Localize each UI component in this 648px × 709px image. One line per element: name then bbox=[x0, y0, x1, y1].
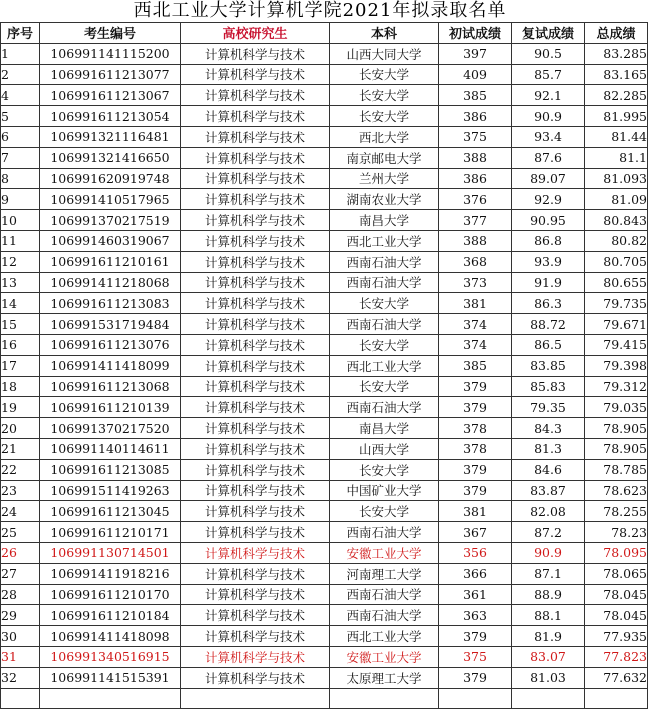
cell-total-score: 79.735 bbox=[585, 293, 648, 314]
cell-seq: 31 bbox=[1, 646, 40, 667]
cell-undergrad: 长安大学 bbox=[330, 376, 439, 397]
cell-retest-score: 91.9 bbox=[512, 272, 585, 293]
cell-seq: 23 bbox=[1, 480, 40, 501]
cell-grad-major: 计算机科学与技术 bbox=[181, 334, 330, 355]
table-row bbox=[1, 438, 648, 459]
cell-undergrad: 长安大学 bbox=[330, 459, 439, 480]
cell-grad-major: 计算机科学与技术 bbox=[181, 126, 330, 147]
cell-exam-id: 106991531719484 bbox=[40, 314, 181, 335]
cell-undergrad: 西北工业大学 bbox=[330, 230, 439, 251]
cell-exam-id: 106991370217519 bbox=[40, 210, 181, 231]
cell-retest-score: 85.7 bbox=[512, 64, 585, 85]
cell-total-score: 77.632 bbox=[585, 667, 648, 688]
cell-seq: 29 bbox=[1, 605, 40, 626]
table-row bbox=[1, 584, 648, 605]
table-body bbox=[1, 43, 648, 709]
cell-undergrad: 西南石油大学 bbox=[330, 251, 439, 272]
cell-exam-id: 106991321116481 bbox=[40, 126, 181, 147]
cell-exam-id: 106991611213054 bbox=[40, 106, 181, 127]
cell-exam-id: 106991611210171 bbox=[40, 522, 181, 543]
cell-initial-score: 379 bbox=[439, 397, 512, 418]
cell-grad-major: 计算机科学与技术 bbox=[181, 168, 330, 189]
table-row bbox=[1, 376, 648, 397]
cell-seq: 32 bbox=[1, 667, 40, 688]
cell-initial-score: 375 bbox=[439, 126, 512, 147]
cell-seq: 30 bbox=[1, 626, 40, 647]
cell-retest-score: 86.3 bbox=[512, 293, 585, 314]
cell-undergrad: 长安大学 bbox=[330, 106, 439, 127]
header-initial-score: 初试成绩 bbox=[439, 23, 512, 44]
cell-initial-score: 374 bbox=[439, 314, 512, 335]
cell-retest-score: 88.1 bbox=[512, 605, 585, 626]
cell-total-score: 78.785 bbox=[585, 459, 648, 480]
cell-undergrad: 山西大学 bbox=[330, 438, 439, 459]
cell-grad-major: 计算机科学与技术 bbox=[181, 189, 330, 210]
cell-initial-score: 379 bbox=[439, 376, 512, 397]
cell-retest-score: 84.3 bbox=[512, 418, 585, 439]
cell-grad-major: 计算机科学与技术 bbox=[181, 376, 330, 397]
cell-total-score: 82.285 bbox=[585, 85, 648, 106]
cell-undergrad: 长安大学 bbox=[330, 501, 439, 522]
table-row bbox=[1, 522, 648, 543]
cell-retest-score: 92.1 bbox=[512, 85, 585, 106]
cell-retest-score: 90.95 bbox=[512, 210, 585, 231]
cell-undergrad: 西北工业大学 bbox=[330, 626, 439, 647]
cell-initial-score: 367 bbox=[439, 522, 512, 543]
cell-total-score: 83.165 bbox=[585, 64, 648, 85]
header-grad-major: 高校研究生 bbox=[181, 23, 330, 44]
cell-total-score: 79.035 bbox=[585, 397, 648, 418]
cell-initial-score: 379 bbox=[439, 626, 512, 647]
cell-exam-id: 106991611213076 bbox=[40, 334, 181, 355]
cell-grad-major: 计算机科学与技术 bbox=[181, 64, 330, 85]
cell-grad-major: 计算机科学与技术 bbox=[181, 355, 330, 376]
cell-retest-score: 93.4 bbox=[512, 126, 585, 147]
cell-undergrad: 安徽工业大学 bbox=[330, 542, 439, 563]
cell-undergrad: 西北大学 bbox=[330, 126, 439, 147]
table-row bbox=[1, 168, 648, 189]
cell-seq: 19 bbox=[1, 397, 40, 418]
cell-total-score: 78.23 bbox=[585, 522, 648, 543]
cell-initial-score: 374 bbox=[439, 334, 512, 355]
cell-retest-score: 82.08 bbox=[512, 501, 585, 522]
cell-undergrad: 南昌大学 bbox=[330, 210, 439, 231]
table-row bbox=[1, 355, 648, 376]
cell-grad-major: 计算机科学与技术 bbox=[181, 605, 330, 626]
cell-grad-major: 计算机科学与技术 bbox=[181, 147, 330, 168]
header-retest-score: 复试成绩 bbox=[512, 23, 585, 44]
cell-exam-id: 106991411218068 bbox=[40, 272, 181, 293]
cell-initial-score: 385 bbox=[439, 355, 512, 376]
cell-total-score: 81.1 bbox=[585, 147, 648, 168]
cell-exam-id: 106991411418098 bbox=[40, 626, 181, 647]
cell-retest-score: 83.87 bbox=[512, 480, 585, 501]
table-row bbox=[1, 542, 648, 563]
cell-total-score: 77.823 bbox=[585, 646, 648, 667]
cell-undergrad: 太原理工大学 bbox=[330, 667, 439, 688]
header-exam-id: 考生编号 bbox=[40, 23, 181, 44]
cell-initial-score: 377 bbox=[439, 210, 512, 231]
cell-initial-score: 379 bbox=[439, 459, 512, 480]
table-row bbox=[1, 126, 648, 147]
table-row bbox=[1, 480, 648, 501]
cell-undergrad: 中国矿业大学 bbox=[330, 480, 439, 501]
cell-retest-score: 83.07 bbox=[512, 646, 585, 667]
cell-seq: 15 bbox=[1, 314, 40, 335]
table-row bbox=[1, 272, 648, 293]
cut-off-cell bbox=[40, 688, 181, 709]
cell-exam-id: 106991140114611 bbox=[40, 438, 181, 459]
cell-total-score: 78.905 bbox=[585, 418, 648, 439]
cell-undergrad: 西南石油大学 bbox=[330, 605, 439, 626]
cell-grad-major: 计算机科学与技术 bbox=[181, 646, 330, 667]
cell-initial-score: 376 bbox=[439, 189, 512, 210]
cell-initial-score: 388 bbox=[439, 147, 512, 168]
cell-exam-id: 106991620919748 bbox=[40, 168, 181, 189]
header-undergrad: 本科 bbox=[330, 23, 439, 44]
cell-retest-score: 87.1 bbox=[512, 563, 585, 584]
cell-total-score: 78.045 bbox=[585, 605, 648, 626]
cell-total-score: 80.82 bbox=[585, 230, 648, 251]
cell-initial-score: 409 bbox=[439, 64, 512, 85]
cell-initial-score: 397 bbox=[439, 43, 512, 64]
cell-retest-score: 89.07 bbox=[512, 168, 585, 189]
cell-grad-major: 计算机科学与技术 bbox=[181, 626, 330, 647]
cell-undergrad: 西南石油大学 bbox=[330, 397, 439, 418]
cell-retest-score: 86.5 bbox=[512, 334, 585, 355]
cell-total-score: 79.312 bbox=[585, 376, 648, 397]
cell-total-score: 81.09 bbox=[585, 189, 648, 210]
cell-undergrad: 长安大学 bbox=[330, 293, 439, 314]
cell-exam-id: 106991611210184 bbox=[40, 605, 181, 626]
cell-total-score: 80.843 bbox=[585, 210, 648, 231]
cell-retest-score: 90.5 bbox=[512, 43, 585, 64]
cell-total-score: 78.255 bbox=[585, 501, 648, 522]
table-row bbox=[1, 230, 648, 251]
cell-undergrad: 长安大学 bbox=[330, 85, 439, 106]
cell-initial-score: 386 bbox=[439, 106, 512, 127]
cell-undergrad: 河南理工大学 bbox=[330, 563, 439, 584]
cell-grad-major: 计算机科学与技术 bbox=[181, 272, 330, 293]
cell-grad-major: 计算机科学与技术 bbox=[181, 230, 330, 251]
cell-total-score: 79.398 bbox=[585, 355, 648, 376]
cell-retest-score: 83.85 bbox=[512, 355, 585, 376]
cell-exam-id: 106991141115200 bbox=[40, 43, 181, 64]
admission-table bbox=[0, 22, 648, 709]
cell-grad-major: 计算机科学与技术 bbox=[181, 314, 330, 335]
cell-grad-major: 计算机科学与技术 bbox=[181, 438, 330, 459]
cell-exam-id: 106991370217520 bbox=[40, 418, 181, 439]
cell-total-score: 77.935 bbox=[585, 626, 648, 647]
cell-initial-score: 379 bbox=[439, 667, 512, 688]
cell-exam-id: 106991411418099 bbox=[40, 355, 181, 376]
cell-seq: 4 bbox=[1, 85, 40, 106]
table-row bbox=[1, 43, 648, 64]
cell-initial-score: 381 bbox=[439, 501, 512, 522]
cell-total-score: 81.44 bbox=[585, 126, 648, 147]
cell-grad-major: 计算机科学与技术 bbox=[181, 251, 330, 272]
cell-retest-score: 93.9 bbox=[512, 251, 585, 272]
cell-retest-score: 81.03 bbox=[512, 667, 585, 688]
cell-seq: 27 bbox=[1, 563, 40, 584]
cell-initial-score: 363 bbox=[439, 605, 512, 626]
header-seq: 序号 bbox=[1, 23, 40, 44]
cell-seq: 18 bbox=[1, 376, 40, 397]
cell-exam-id: 106991141515391 bbox=[40, 667, 181, 688]
cell-undergrad: 湖南农业大学 bbox=[330, 189, 439, 210]
table-row bbox=[1, 667, 648, 688]
cut-off-cell bbox=[1, 688, 40, 709]
cell-initial-score: 373 bbox=[439, 272, 512, 293]
cell-grad-major: 计算机科学与技术 bbox=[181, 106, 330, 127]
cell-retest-score: 88.9 bbox=[512, 584, 585, 605]
cell-initial-score: 366 bbox=[439, 563, 512, 584]
cell-grad-major: 计算机科学与技术 bbox=[181, 542, 330, 563]
cell-exam-id: 106991511419263 bbox=[40, 480, 181, 501]
table-row bbox=[1, 605, 648, 626]
header-row bbox=[1, 23, 648, 44]
cell-grad-major: 计算机科学与技术 bbox=[181, 459, 330, 480]
cell-seq: 28 bbox=[1, 584, 40, 605]
cell-retest-score: 81.3 bbox=[512, 438, 585, 459]
cell-seq: 21 bbox=[1, 438, 40, 459]
cell-seq: 22 bbox=[1, 459, 40, 480]
cell-seq: 6 bbox=[1, 126, 40, 147]
cell-initial-score: 386 bbox=[439, 168, 512, 189]
cell-seq: 12 bbox=[1, 251, 40, 272]
table-row bbox=[1, 64, 648, 85]
cell-exam-id: 106991611210170 bbox=[40, 584, 181, 605]
cell-undergrad: 长安大学 bbox=[330, 64, 439, 85]
cell-total-score: 83.285 bbox=[585, 43, 648, 64]
cell-total-score: 78.045 bbox=[585, 584, 648, 605]
cell-initial-score: 388 bbox=[439, 230, 512, 251]
cell-retest-score: 92.9 bbox=[512, 189, 585, 210]
cell-total-score: 78.623 bbox=[585, 480, 648, 501]
table-row bbox=[1, 626, 648, 647]
table-row bbox=[1, 210, 648, 231]
cell-total-score: 80.655 bbox=[585, 272, 648, 293]
cut-off-cell bbox=[181, 688, 330, 709]
cell-retest-score: 84.6 bbox=[512, 459, 585, 480]
cell-seq: 11 bbox=[1, 230, 40, 251]
cell-grad-major: 计算机科学与技术 bbox=[181, 293, 330, 314]
cell-exam-id: 106991411918216 bbox=[40, 563, 181, 584]
cell-undergrad: 南昌大学 bbox=[330, 418, 439, 439]
cell-total-score: 78.095 bbox=[585, 542, 648, 563]
table-row bbox=[1, 106, 648, 127]
cell-seq: 25 bbox=[1, 522, 40, 543]
cell-exam-id: 106991611213083 bbox=[40, 293, 181, 314]
cell-exam-id: 106991611213077 bbox=[40, 64, 181, 85]
cell-undergrad: 西南石油大学 bbox=[330, 584, 439, 605]
cell-seq: 13 bbox=[1, 272, 40, 293]
cell-seq: 24 bbox=[1, 501, 40, 522]
cell-total-score: 78.905 bbox=[585, 438, 648, 459]
cell-initial-score: 378 bbox=[439, 438, 512, 459]
cell-grad-major: 计算机科学与技术 bbox=[181, 85, 330, 106]
cell-seq: 16 bbox=[1, 334, 40, 355]
cell-undergrad: 兰州大学 bbox=[330, 168, 439, 189]
cell-seq: 7 bbox=[1, 147, 40, 168]
cell-initial-score: 378 bbox=[439, 418, 512, 439]
cell-seq: 26 bbox=[1, 542, 40, 563]
cell-initial-score: 379 bbox=[439, 480, 512, 501]
cell-undergrad: 安徽工业大学 bbox=[330, 646, 439, 667]
cell-seq: 1 bbox=[1, 43, 40, 64]
cell-initial-score: 368 bbox=[439, 251, 512, 272]
cut-off-cell bbox=[330, 688, 439, 709]
cell-total-score: 78.065 bbox=[585, 563, 648, 584]
table-row bbox=[1, 397, 648, 418]
cell-grad-major: 计算机科学与技术 bbox=[181, 43, 330, 64]
cell-initial-score: 381 bbox=[439, 293, 512, 314]
cell-initial-score: 356 bbox=[439, 542, 512, 563]
cell-exam-id: 106991321416650 bbox=[40, 147, 181, 168]
cell-grad-major: 计算机科学与技术 bbox=[181, 667, 330, 688]
table-row bbox=[1, 563, 648, 584]
table-row bbox=[1, 147, 648, 168]
cell-undergrad: 西北工业大学 bbox=[330, 355, 439, 376]
cell-exam-id: 106991611210161 bbox=[40, 251, 181, 272]
table-row bbox=[1, 85, 648, 106]
cell-seq: 5 bbox=[1, 106, 40, 127]
cell-initial-score: 375 bbox=[439, 646, 512, 667]
cell-seq: 20 bbox=[1, 418, 40, 439]
cell-total-score: 79.415 bbox=[585, 334, 648, 355]
cell-undergrad: 南京邮电大学 bbox=[330, 147, 439, 168]
cell-grad-major: 计算机科学与技术 bbox=[181, 584, 330, 605]
cell-grad-major: 计算机科学与技术 bbox=[181, 563, 330, 584]
cell-undergrad: 山西大同大学 bbox=[330, 43, 439, 64]
cell-exam-id: 106991410517965 bbox=[40, 189, 181, 210]
cell-exam-id: 106991611213085 bbox=[40, 459, 181, 480]
cut-off-cell bbox=[512, 688, 585, 709]
cell-seq: 8 bbox=[1, 168, 40, 189]
cell-grad-major: 计算机科学与技术 bbox=[181, 501, 330, 522]
cut-off-cell bbox=[585, 688, 648, 709]
cell-seq: 17 bbox=[1, 355, 40, 376]
cell-undergrad: 西南石油大学 bbox=[330, 272, 439, 293]
cell-undergrad: 西南石油大学 bbox=[330, 522, 439, 543]
cell-exam-id: 106991611213067 bbox=[40, 85, 181, 106]
cell-total-score: 81.995 bbox=[585, 106, 648, 127]
table-row bbox=[1, 293, 648, 314]
cell-exam-id: 106991340516915 bbox=[40, 646, 181, 667]
table-row bbox=[1, 418, 648, 439]
cut-off-row bbox=[1, 688, 648, 709]
cell-retest-score: 79.35 bbox=[512, 397, 585, 418]
cell-exam-id: 106991611213068 bbox=[40, 376, 181, 397]
cell-undergrad: 长安大学 bbox=[330, 334, 439, 355]
cell-grad-major: 计算机科学与技术 bbox=[181, 210, 330, 231]
cell-exam-id: 106991611213045 bbox=[40, 501, 181, 522]
cell-retest-score: 87.2 bbox=[512, 522, 585, 543]
cell-initial-score: 361 bbox=[439, 584, 512, 605]
table-row bbox=[1, 646, 648, 667]
cell-exam-id: 106991460319067 bbox=[40, 230, 181, 251]
table-row bbox=[1, 334, 648, 355]
cell-retest-score: 86.8 bbox=[512, 230, 585, 251]
table-row bbox=[1, 189, 648, 210]
cell-retest-score: 85.83 bbox=[512, 376, 585, 397]
table-row bbox=[1, 501, 648, 522]
cell-exam-id: 106991130714501 bbox=[40, 542, 181, 563]
cell-grad-major: 计算机科学与技术 bbox=[181, 522, 330, 543]
cut-off-cell bbox=[439, 688, 512, 709]
table-row bbox=[1, 459, 648, 480]
header-total-score: 总成绩 bbox=[585, 23, 648, 44]
cell-retest-score: 88.72 bbox=[512, 314, 585, 335]
cell-undergrad: 西南石油大学 bbox=[330, 314, 439, 335]
cell-seq: 14 bbox=[1, 293, 40, 314]
cell-retest-score: 90.9 bbox=[512, 106, 585, 127]
table-row bbox=[1, 314, 648, 335]
cell-retest-score: 87.6 bbox=[512, 147, 585, 168]
page-title: 西北工业大学计算机学院2021年拟录取名单 bbox=[133, 0, 507, 21]
cell-seq: 9 bbox=[1, 189, 40, 210]
cell-total-score: 81.093 bbox=[585, 168, 648, 189]
cell-grad-major: 计算机科学与技术 bbox=[181, 480, 330, 501]
cell-retest-score: 90.9 bbox=[512, 542, 585, 563]
cell-retest-score: 81.9 bbox=[512, 626, 585, 647]
cell-grad-major: 计算机科学与技术 bbox=[181, 397, 330, 418]
cell-exam-id: 106991611210139 bbox=[40, 397, 181, 418]
cell-total-score: 80.705 bbox=[585, 251, 648, 272]
cell-seq: 2 bbox=[1, 64, 40, 85]
cell-seq: 10 bbox=[1, 210, 40, 231]
cell-initial-score: 385 bbox=[439, 85, 512, 106]
cell-grad-major: 计算机科学与技术 bbox=[181, 418, 330, 439]
table-row bbox=[1, 251, 648, 272]
cell-total-score: 79.671 bbox=[585, 314, 648, 335]
